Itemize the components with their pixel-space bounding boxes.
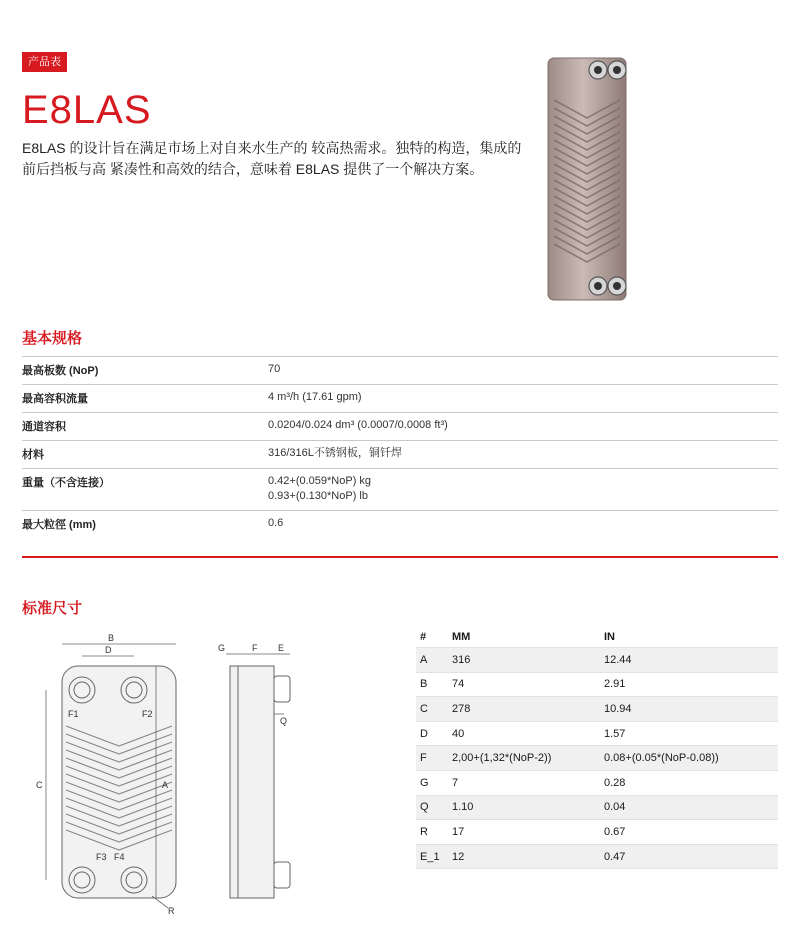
dim-in: 2.91: [604, 678, 626, 691]
spec-label: 通道容积: [22, 421, 66, 433]
spec-label: 材料: [22, 449, 44, 461]
table-row: [416, 648, 778, 673]
dim-label-a: A: [162, 780, 169, 790]
dim-label-b: B: [108, 633, 115, 643]
basic-specs-table: [22, 356, 778, 538]
dim-key: G: [420, 776, 429, 789]
table-row: [416, 673, 778, 698]
dim-mm: 1.10: [452, 801, 474, 814]
table-row: [416, 771, 778, 796]
spec-value: 0.6: [268, 517, 284, 529]
dim-in: 1.57: [604, 727, 626, 740]
table-header-row: [416, 626, 778, 648]
spec-row: [22, 510, 778, 538]
dim-label-c: C: [36, 780, 43, 790]
section-divider: [22, 556, 778, 558]
dim-label-q: Q: [280, 716, 288, 726]
column-header: IN: [604, 630, 615, 643]
spec-row: [22, 468, 778, 510]
table-row: [416, 697, 778, 722]
spec-value: 70: [268, 363, 281, 375]
column-header: MM: [452, 630, 471, 643]
dim-mm: 278: [452, 702, 471, 715]
dim-key: D: [420, 727, 428, 740]
port-label-f3: F3: [96, 852, 107, 862]
page-title: E8LAS: [22, 88, 152, 132]
spec-value: 0.0204/0.024 dm³ (0.0007/0.0008 ft³): [268, 419, 448, 431]
table-row: [416, 722, 778, 747]
dim-label-f: F: [252, 643, 258, 653]
spec-value: 4 m³/h (17.61 gpm): [268, 391, 362, 403]
dimension-drawing: [22, 626, 402, 916]
spec-value: [268, 474, 778, 504]
column-header: #: [420, 630, 427, 643]
dim-key: C: [420, 702, 428, 715]
port-label-f4: F4: [114, 852, 125, 862]
spec-label: 最高容积流量: [22, 393, 88, 405]
dim-in: 0.04: [604, 801, 626, 814]
product-sheet-badge: 产品表: [22, 52, 67, 72]
dim-key: Q: [420, 801, 429, 814]
dim-in: 0.67: [604, 825, 626, 838]
standard-dimensions-heading: 标准尺寸: [22, 600, 83, 617]
dim-in: 0.28: [604, 776, 626, 789]
dim-key: B: [420, 678, 428, 691]
dim-label-g: G: [218, 643, 226, 653]
dimensions-table: [416, 626, 778, 869]
spec-row: [22, 356, 778, 384]
dim-mm: 316: [452, 653, 471, 666]
dim-key: A: [420, 653, 428, 666]
dim-in: 0.08+(0.05*(NoP-0.08)): [604, 752, 719, 765]
spec-value: 316/316L不锈钢板，铜钎焊: [268, 447, 402, 459]
table-row: [416, 746, 778, 771]
dim-key: E_1: [420, 850, 440, 863]
dim-key: F: [420, 752, 427, 765]
spec-label: 最大粒徑 (mm): [22, 519, 96, 531]
dim-mm: 2,00+(1,32*(NoP-2)): [452, 752, 552, 765]
intro-text: E8LAS 的设计旨在满足市场上对自来水生产的 较高热需求。独特的构造，集成的前后挡板与高 紧凑性和高效的结合，意味着 E8LAS 提供了一个解决方案。: [22, 140, 522, 177]
dim-mm: 7: [452, 776, 459, 789]
dim-mm: 74: [452, 678, 465, 691]
table-row: [416, 796, 778, 821]
port-label-f2: F2: [142, 709, 153, 719]
spec-label: 最高板数 (NoP): [22, 365, 99, 377]
basic-specs-heading: 基本规格: [22, 330, 83, 347]
spec-row: [22, 384, 778, 412]
port-label-f1: F1: [68, 709, 79, 719]
spec-label: 重量（不含连接）: [22, 477, 110, 489]
dim-in: 0.47: [604, 850, 626, 863]
dim-mm: 12: [452, 850, 465, 863]
dim-label-r: R: [168, 906, 175, 916]
dim-mm: 40: [452, 727, 465, 740]
weight-lb: 0.93+(0.130*NoP) lb: [268, 490, 368, 502]
dim-mm: 17: [452, 825, 465, 838]
product-image: [546, 56, 628, 302]
spec-row: [22, 412, 778, 440]
dim-label-e: E: [278, 643, 285, 653]
table-row: [416, 820, 778, 845]
table-row: [416, 845, 778, 870]
dim-key: R: [420, 825, 428, 838]
dim-in: 10.94: [604, 702, 632, 715]
dim-in: 12.44: [604, 653, 632, 666]
spec-row: [22, 440, 778, 468]
dim-label-d: D: [105, 645, 112, 655]
weight-kg: 0.42+(0.059*NoP) kg: [268, 475, 372, 487]
